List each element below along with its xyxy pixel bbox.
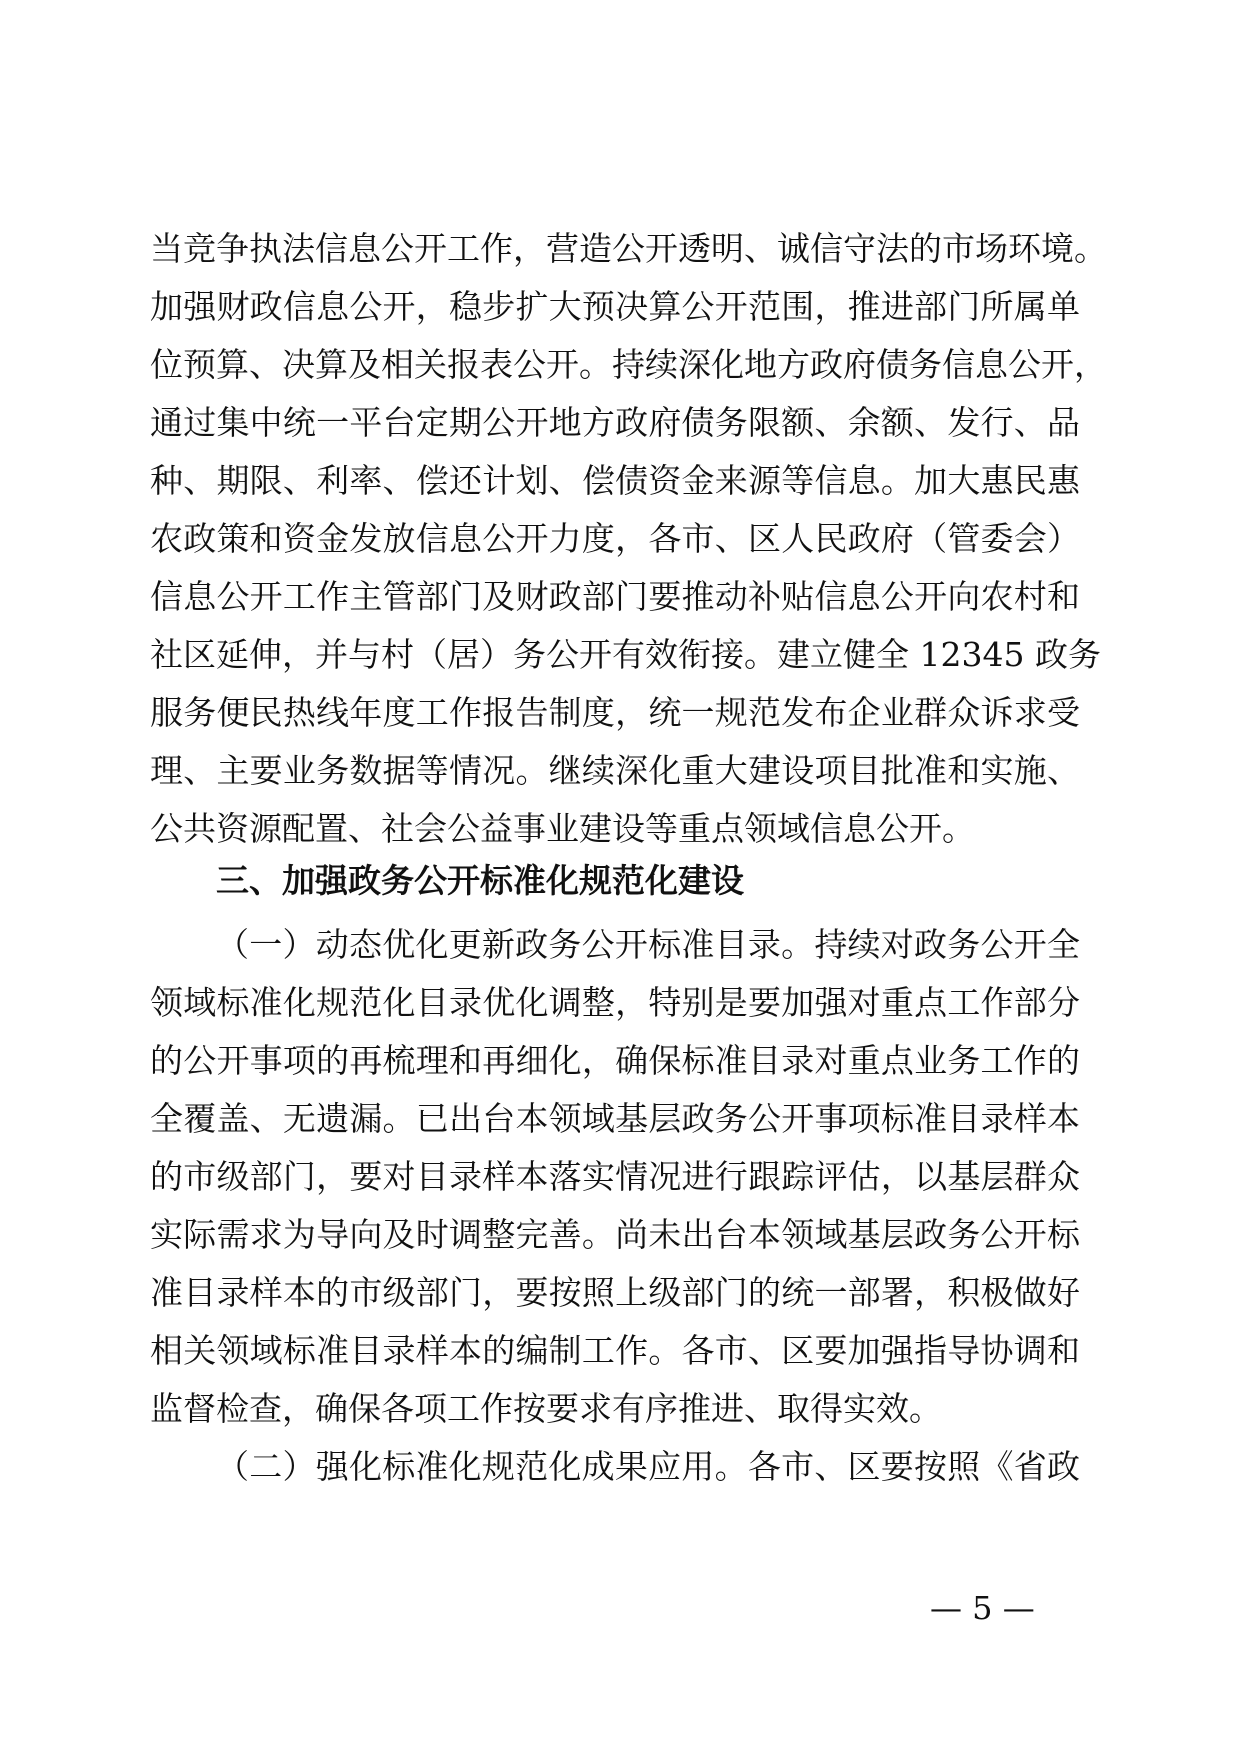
- paragraph-line: 实际需求为导向及时调整完善。尚未出台本领域基层政务公开标: [150, 1215, 1080, 1254]
- paragraph-line: 种、期限、利率、偿还计划、偿债资金来源等信息。加大惠民惠: [150, 461, 1080, 500]
- paragraph-line: 服务便民热线年度工作报告制度，统一规范发布企业群众诉求受: [150, 693, 1080, 732]
- paragraph-line: 准目录样本的市级部门，要按照上级部门的统一部署，积极做好: [150, 1273, 1080, 1312]
- paragraph-line: 的市级部门，要对目录样本落实情况进行跟踪评估，以基层群众: [150, 1157, 1080, 1196]
- paragraph-line: 加强财政信息公开，稳步扩大预决算公开范围，推进部门所属单: [150, 287, 1080, 326]
- paragraph-line: 公共资源配置、社会公益事业建设等重点领域信息公开。: [150, 809, 975, 848]
- paragraph-line: 社区延伸，并与村（居）务公开有效衔接。建立健全 12345 政务: [150, 635, 1101, 674]
- paragraph-line: 信息公开工作主管部门及财政部门要推动补贴信息公开向农村和: [150, 577, 1080, 616]
- paragraph-line: 位预算、决算及相关报表公开。持续深化地方政府债务信息公开，: [150, 345, 1107, 384]
- paragraph-line: 通过集中统一平台定期公开地方政府债务限额、余额、发行、品: [150, 403, 1080, 442]
- paragraph-line: 农政策和资金发放信息公开力度，各市、区人民政府（管委会）: [150, 519, 1080, 558]
- paragraph-line: 相关领域标准目录样本的编制工作。各市、区要加强指导协调和: [150, 1331, 1080, 1370]
- paragraph-line: 理、主要业务数据等情况。继续深化重大建设项目批准和实施、: [150, 751, 1080, 790]
- paragraph-line: 监督检查，确保各项工作按要求有序推进、取得实效。: [150, 1389, 942, 1428]
- paragraph-line: 全覆盖、无遗漏。已出台本领域基层政务公开事项标准目录样本: [150, 1099, 1080, 1138]
- page-number: — 5 —: [930, 1589, 1035, 1627]
- paragraph-line: （二）强化标准化规范化成果应用。各市、区要按照《省政: [216, 1447, 1080, 1486]
- paragraph-line: 当竞争执法信息公开工作，营造公开透明、诚信守法的市场环境。: [150, 229, 1107, 268]
- paragraph-line: 领域标准化规范化目录优化调整，特别是要加强对重点工作部分: [150, 983, 1080, 1022]
- section-heading: 三、加强政务公开标准化规范化建设: [216, 861, 744, 901]
- paragraph-line: 的公开事项的再梳理和再细化，确保标准目录对重点业务工作的: [150, 1041, 1080, 1080]
- paragraph-line: （一）动态优化更新政务公开标准目录。持续对政务公开全: [216, 925, 1080, 964]
